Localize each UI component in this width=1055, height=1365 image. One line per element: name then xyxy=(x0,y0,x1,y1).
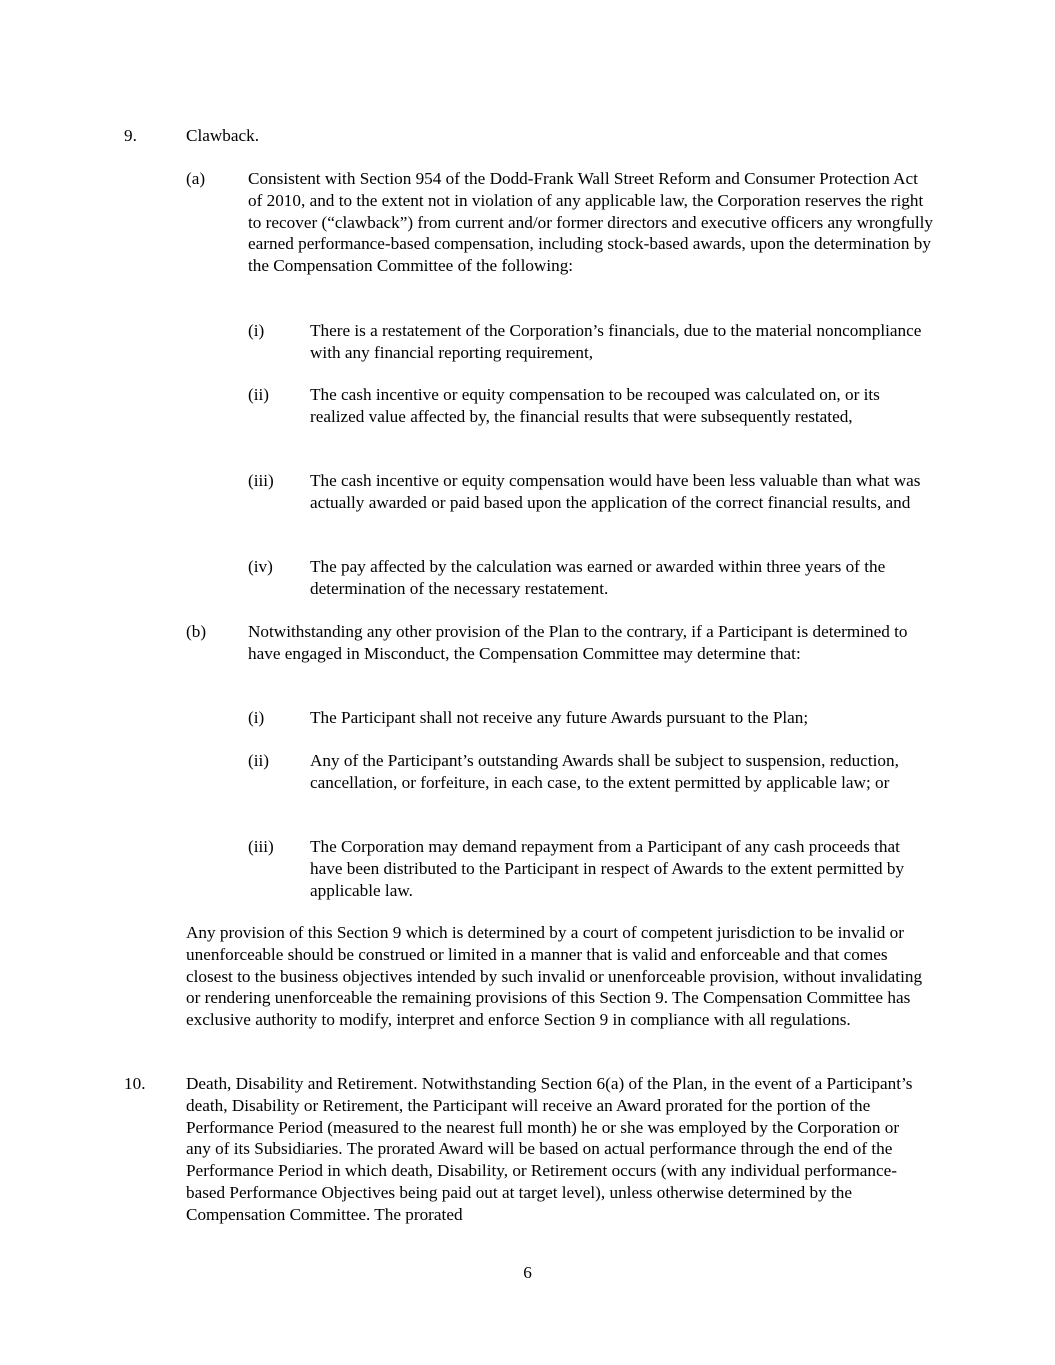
clause-9b-item-label: (i) xyxy=(248,708,265,727)
clause-9a-item-label: (ii) xyxy=(248,385,269,404)
clause-9b-item-label: (ii) xyxy=(248,751,269,770)
clause-9a-item-label: (iii) xyxy=(248,471,274,490)
clause-9b-item-text: The Corporation may demand repayment from a Participant of any cash proceeds that have been distributed to the Participant in respect of Awards to the extent permitted by applicable law. xyxy=(310,837,905,900)
section-9-closing-paragraph: Any provision of this Section 9 which is determined by a court of competent jurisdiction to be invalid or unenforceable should be construed or limited in a manner that is valid and enforceable and that comes closest to the business objectives intended by such invalid or unenforceable provision, without invalidating or rendering unenforceable the remaining provisions of this Section 9. The Compensation Committee has exclusive authority to modify, interpret and enforce Section 9 in compliance with all regulations. xyxy=(186,923,923,1030)
section-10-text: Death, Disability and Retirement. Notwithstanding Section 6(a) of the Plan, in the event of a Participant’s death, Disability or Retirement, the Participant will receive an Award prorated for the portion of the Performance Period (measured to the nearest full month) he or she was employed by the Corporation or any of its Subsidiaries. The prorated Award will be based on actual performance through the end of the Performance Period in which death, Disability, or Retirement occurs (with any individual performance-based Performance Objectives being paid out at target level), unless otherwise determined by the Compensation Committee. The prorated xyxy=(186,1074,913,1224)
clause-9a-item-text: The cash incentive or equity compensation would have been less valuable than what was actually awarded or paid based upon the application of the correct financial results, and xyxy=(310,471,921,512)
clause-9a-item-text: There is a restatement of the Corporation’s financials, due to the material noncompliance with any financial reporting requirement, xyxy=(310,321,922,362)
clause-9b-item-label: (iii) xyxy=(248,837,274,856)
clause-9b-text: Notwithstanding any other provision of the Plan to the contrary, if a Participant is determined to have engaged in Misconduct, the Compensation Committee may determine that: xyxy=(248,622,908,663)
section-9-title: Clawback. xyxy=(186,126,260,145)
clause-9b-item-text: The Participant shall not receive any future Awards pursuant to the Plan; xyxy=(310,708,809,727)
clause-9a-item-text: The cash incentive or equity compensation to be recouped was calculated on, or its realized value affected by, the financial results that were subsequently restated, xyxy=(310,385,880,426)
clause-9a-label: (a) xyxy=(186,169,206,188)
clause-9b-item-text: Any of the Participant’s outstanding Awards shall be subject to suspension, reduction, cancellation, or forfeiture, in each case, to the extent permitted by applicable law; or xyxy=(310,751,899,792)
clause-9b-label: (b) xyxy=(186,622,207,641)
clause-9a-item-text: The pay affected by the calculation was earned or awarded within three years of the determination of the necessary restatement. xyxy=(310,557,886,598)
page-number: 6 xyxy=(523,1263,532,1282)
section-9-number: 9. xyxy=(124,126,137,145)
section-10-number: 10. xyxy=(124,1074,146,1093)
clause-9a-item-label: (i) xyxy=(248,321,265,340)
clause-9a-text: Consistent with Section 954 of the Dodd-Frank Wall Street Reform and Consumer Protection Act of 2010, and to the extent not in violation of any applicable law, the Corporation reserves the right to recover (“clawback”) from current and/or former directors and executive officers any wrongfully earned performance-based compensation, including stock-based awards, upon the determination by the Compensation Committee of the following: xyxy=(248,169,933,276)
clause-9a-item-label: (iv) xyxy=(248,557,273,576)
